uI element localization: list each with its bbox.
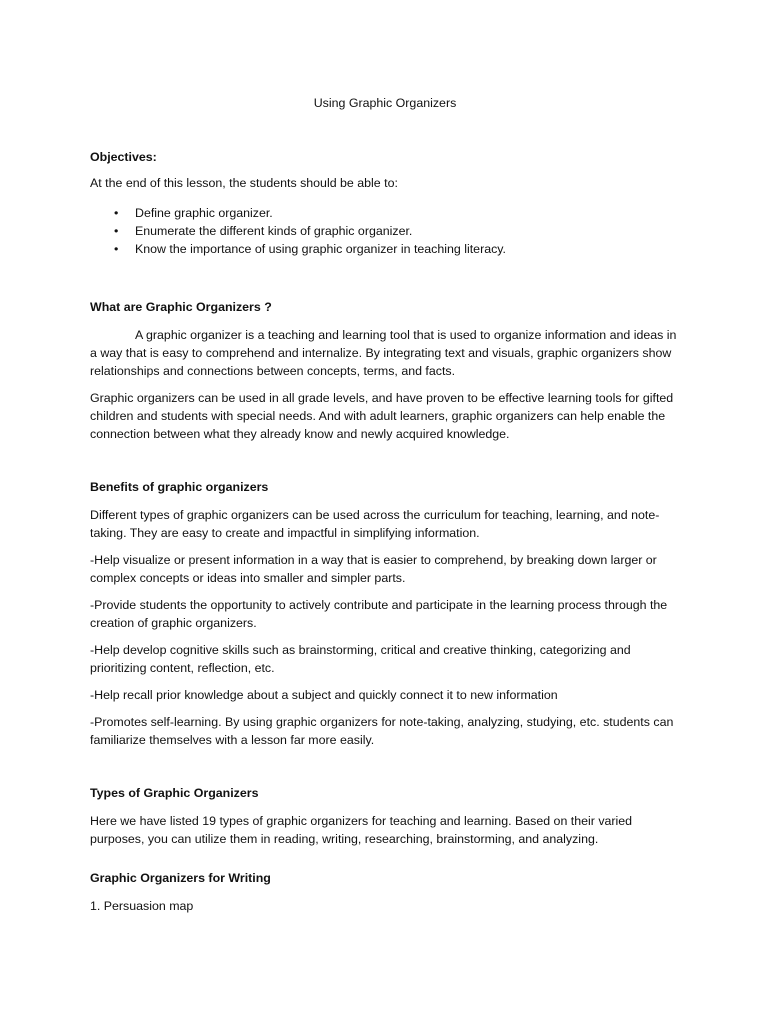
page-content — [90, 94, 680, 924]
benefits-heading: Benefits of graphic organizers — [90, 480, 269, 494]
bullet-icon: • — [114, 206, 119, 220]
bullet-icon: • — [114, 224, 119, 238]
benefit-item: -Promotes self-learning. By using graphic organizers for note-taking, analyzing, studying, etc. students can familiarize themselves with a lesson far more easily. — [90, 715, 674, 747]
objectives-intro: At the end of this lesson, the students should be able to: — [90, 176, 398, 190]
types-heading: Types of Graphic Organizers — [90, 786, 259, 800]
bullet-icon: • — [114, 242, 119, 256]
writing-heading: Graphic Organizers for Writing — [90, 871, 271, 885]
writing-list-item: 1. Persuasion map — [90, 899, 194, 913]
objectives-list — [90, 204, 680, 258]
objective-item — [90, 204, 680, 222]
benefit-item: -Help visualize or present information in a way that is easier to comprehend, by breaking down larger or complex concepts or ideas into smaller and simpler parts. — [90, 553, 657, 585]
benefit-item: -Help develop cognitive skills such as brainstorming, critical and creative thinking, categorizing and prioritizing content, reflection, etc. — [90, 643, 631, 675]
what-are-paragraph: Graphic organizers can be used in all grade levels, and have proven to be effective learning tools for gifted children and students with special needs. And with adult learners, graphic organizers can help enable the connection between what they already know and newly acquired knowledge. — [90, 391, 674, 441]
benefit-item: -Provide students the opportunity to actively contribute and participate in the learning process through the creation of graphic organizers. — [90, 598, 668, 630]
benefit-item: -Help recall prior knowledge about a subject and quickly connect it to new information — [90, 688, 558, 702]
objective-item — [90, 240, 680, 258]
objectives-heading: Objectives: — [90, 150, 157, 164]
types-paragraph: Here we have listed 19 types of graphic organizers for teaching and learning. Based on their varied purposes, you can utilize them in reading, writing, researching, brainstorming, and analyzing. — [90, 814, 633, 846]
objective-text: Enumerate the different kinds of graphic organizer. — [135, 224, 413, 238]
document-title: Using Graphic Organizers — [313, 96, 457, 110]
objective-text: Define graphic organizer. — [135, 206, 273, 220]
what-are-paragraph: A graphic organizer is a teaching and learning tool that is used to organize information and ideas in a way that is easy to comprehend and internalize. By integrating text and visuals, graphic organizers show relationships and connections between concepts, terms, and facts. — [90, 328, 677, 378]
objective-item — [90, 222, 680, 240]
objective-text: Know the importance of using graphic organizer in teaching literacy. — [135, 242, 507, 256]
benefits-paragraph: Different types of graphic organizers can be used across the curriculum for teaching, learning, and note-taking. They are easy to create and impactful in simplifying information. — [90, 508, 660, 540]
what-are-heading: What are Graphic Organizers ? — [90, 300, 272, 314]
